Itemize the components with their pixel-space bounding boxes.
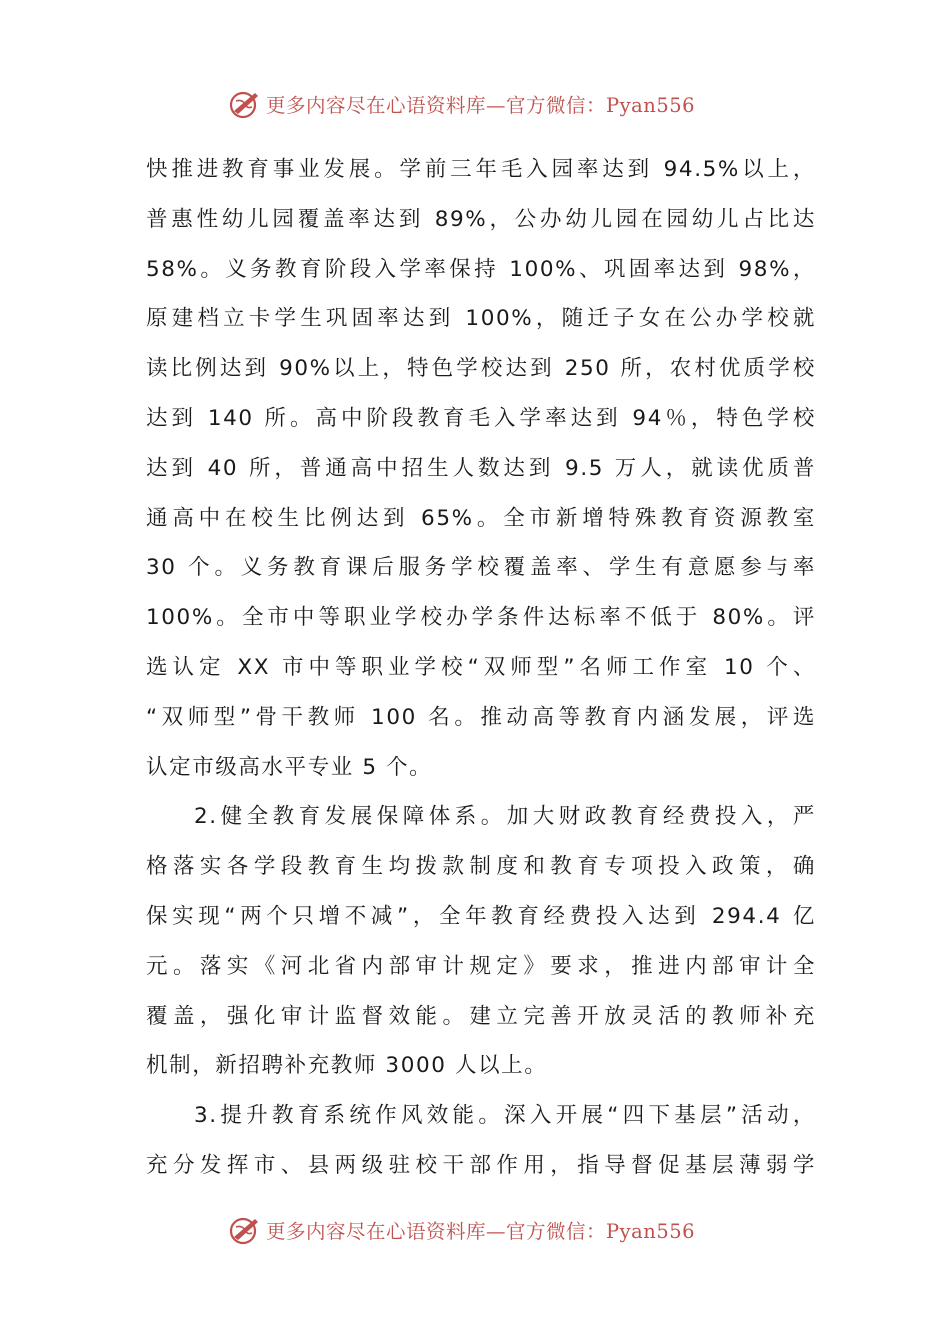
pen-logo-icon: [228, 87, 262, 121]
text-line: 2.健全教育发展保障体系。加大财政教育经费投入，严: [194, 804, 816, 830]
text-line: 读比例达到 90%以上，特色学校达到 250 所，农村优质学校: [146, 356, 816, 382]
text-line: 快推进教育事业发展。学前三年毛入园率达到 94.5%以上，: [146, 157, 816, 182]
text-line: 30 个。义务教育课后服务学校覆盖率、学生有意愿参与率: [146, 555, 816, 581]
text-line: 元。落实《河北省内部审计规定》要求，推进内部审计全: [146, 953, 816, 979]
paragraph-1: [146, 145, 816, 792]
text-line: 普惠性幼儿园覆盖率达到 89%，公办幼儿园在园幼儿占比达: [146, 206, 816, 232]
header-watermark: [228, 84, 695, 124]
text-line: 充分发挥市、县两级驻校干部作用，指导督促基层薄弱学: [146, 1152, 816, 1178]
footer-watermark-text: 更多内容尽在心语资料库—官方微信：Pyan556: [266, 1220, 696, 1243]
text-line: 机制，新招聘补充教师 3000 人以上。: [146, 1053, 548, 1079]
text-line: 通高中在校生比例达到 65%。全市新增特殊教育资源教室: [146, 505, 816, 531]
text-line: “双师型”骨干教师 100 名。推动高等教育内涵发展，评选: [146, 704, 816, 730]
text-line: 格落实各学段教育生均拨款制度和教育专项投入政策，确: [146, 854, 816, 880]
header-watermark-text: 更多内容尽在心语资料库—官方微信：Pyan556: [266, 94, 696, 117]
text-line: 认定市级高水平专业 5 个。: [146, 754, 433, 780]
text-line: 原建档立卡学生巩固率达到 100%，随迁子女在公办学校就: [146, 306, 816, 332]
document-body: [146, 145, 816, 1191]
text-line: 100%。全市中等职业学校办学条件达标率不低于 80%。评: [146, 605, 816, 631]
text-line: 覆盖，强化审计监督效能。建立完善开放灵活的教师补充: [146, 1003, 816, 1029]
text-line: 选认定 XX 市中等职业学校“双师型”名师工作室 10 个、: [146, 654, 816, 680]
paragraph-2: [146, 792, 816, 1091]
text-line: 58%。义务教育阶段入学率保持 100%、巩固率达到 98%，: [146, 256, 816, 282]
paragraph-3: [146, 1091, 816, 1191]
pen-logo-icon: [228, 1213, 262, 1247]
footer-watermark: [228, 1210, 695, 1250]
text-line: 达到 40 所，普通高中招生人数达到 9.5 万人，就读优质普: [146, 455, 816, 481]
text-line: 保实现“两个只增不减”，全年教育经费投入达到 294.4 亿: [146, 903, 816, 929]
text-line: 达到 140 所。高中阶段教育毛入学率达到 94％，特色学校: [146, 405, 816, 431]
text-line: 3.提升教育系统作风效能。深入开展“四下基层”活动，: [194, 1103, 816, 1129]
